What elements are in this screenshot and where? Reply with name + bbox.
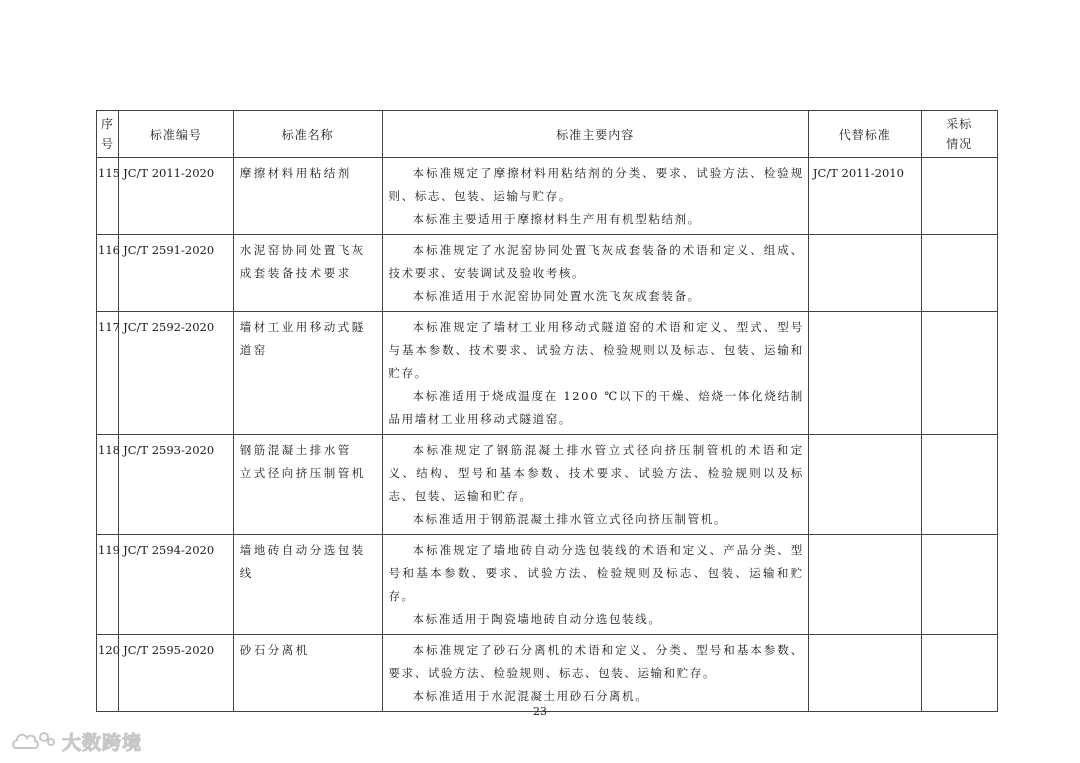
standard-code: JC/T 2591-2020	[123, 243, 215, 257]
adoption-status	[922, 635, 997, 642]
content-applicability-paragraph: 本标准适用于烧成温度在 1200 ℃以下的干燥、焙烧一体化烧结制品用墙材工业用移动式隧道窑。	[388, 389, 804, 426]
replaced-standard	[809, 435, 921, 442]
cell-replaces	[808, 235, 921, 312]
cell-content	[382, 235, 808, 312]
standard-code: JC/T 2011-2020	[123, 166, 215, 180]
content-applicability-paragraph: 本标准适用于水泥混凝土用砂石分离机。	[412, 689, 649, 703]
replaced-standard	[809, 535, 921, 542]
cell-replaces	[808, 158, 921, 235]
content-applicability-paragraph: 本标准适用于钢筋混凝土排水管立式径向挤压制管机。	[412, 512, 727, 526]
standard-name: 摩擦材料用粘结剂	[239, 166, 352, 180]
table-row	[97, 158, 998, 235]
content-scope-paragraph: 本标准规定了墙地砖自动分选包装线的术语和定义、产品分类、型号和基本参数、要求、试验方法、检验规则及标志、包装、运输和贮存。	[388, 543, 804, 603]
cell-adoption	[921, 535, 997, 635]
header-standard-name: 标准名称	[233, 111, 382, 158]
watermark	[10, 726, 142, 756]
cell-content	[382, 158, 808, 235]
adoption-status	[922, 312, 997, 319]
content-scope-paragraph: 本标准规定了水泥窑协同处置飞灰成套装备的术语和定义、组成、技术要求、安装调试及验收考核。	[388, 243, 804, 280]
table-row	[97, 635, 998, 712]
standard-code: JC/T 2592-2020	[123, 320, 215, 334]
serial-number: 117	[98, 320, 120, 334]
cell-replaces	[808, 535, 921, 635]
serial-number: 119	[98, 543, 120, 557]
content-scope-paragraph: 本标准规定了砂石分离机的术语和定义、分类、型号和基本参数、要求、试验方法、检验规则、标志、包装、运输和贮存。	[388, 643, 804, 680]
header-adoption-line1: 采标	[946, 117, 973, 131]
header-adoption	[921, 111, 997, 158]
content-applicability-paragraph: 本标准适用于水泥窑协同处置水洗飞灰成套装备。	[412, 289, 701, 303]
replaced-standard	[809, 312, 921, 319]
cell-adoption	[921, 635, 997, 712]
cell-content	[382, 535, 808, 635]
adoption-status	[922, 535, 997, 542]
content-scope-paragraph: 本标准规定了墙材工业用移动式隧道窑的术语和定义、型式、型号与基本参数、技术要求、试验方法、检验规则以及标志、包装、运输和贮存。	[388, 320, 804, 380]
cell-name	[233, 312, 382, 435]
table-row	[97, 535, 998, 635]
header-replaced-standard: 代替标准	[808, 111, 921, 158]
cell-code	[119, 158, 234, 235]
table-row	[97, 435, 998, 535]
cell-code	[119, 635, 234, 712]
cell-adoption	[921, 158, 997, 235]
watermark-text: 大数跨境	[62, 731, 143, 754]
page-number: 23	[533, 705, 547, 718]
cell-code	[119, 312, 234, 435]
cell-replaces	[808, 635, 921, 712]
header-standard-code: 标准编号	[119, 111, 234, 158]
standard-name: 墙地砖自动分选包装线	[239, 543, 366, 580]
cell-content	[382, 435, 808, 535]
cell-name	[233, 635, 382, 712]
adoption-status	[922, 235, 997, 242]
cell-content	[382, 312, 808, 435]
cell-adoption	[921, 235, 997, 312]
standard-code: JC/T 2594-2020	[123, 543, 215, 557]
serial-number: 118	[98, 443, 120, 457]
cell-code	[119, 535, 234, 635]
cell-serial	[97, 435, 119, 535]
standard-code: JC/T 2595-2020	[123, 643, 215, 657]
cell-replaces	[808, 435, 921, 535]
header-main-content: 标准主要内容	[382, 111, 808, 158]
serial-number: 120	[98, 643, 120, 657]
serial-number: 116	[98, 243, 120, 257]
standard-code: JC/T 2593-2020	[123, 443, 215, 457]
cell-adoption	[921, 435, 997, 535]
content-applicability-paragraph: 本标准主要适用于摩擦材料生产用有机型粘结剂。	[412, 212, 701, 226]
table-row	[97, 235, 998, 312]
standard-name: 墙材工业用移动式隧道窑	[239, 320, 366, 357]
cell-name	[233, 435, 382, 535]
cell-name	[233, 235, 382, 312]
cell-serial	[97, 635, 119, 712]
standard-name: 水泥窑协同处置飞灰成套装备技术要求	[239, 243, 366, 280]
content-applicability-paragraph: 本标准适用于陶瓷墙地砖自动分选包装线。	[412, 612, 662, 626]
replaced-standard	[809, 235, 921, 242]
cell-serial	[97, 535, 119, 635]
cell-serial	[97, 312, 119, 435]
cloud-logo-icon	[10, 728, 56, 754]
cell-name	[233, 158, 382, 235]
header-serial-line2: 号	[101, 137, 115, 151]
header-adoption-line2: 情况	[946, 137, 973, 151]
cell-code	[119, 235, 234, 312]
cell-code	[119, 435, 234, 535]
cell-serial	[97, 235, 119, 312]
cell-replaces	[808, 312, 921, 435]
content-scope-paragraph: 本标准规定了钢筋混凝土排水管立式径向挤压制管机的术语和定义、结构、型号和基本参数、技术要求、试验方法、检验规则以及标志、包装、运输和贮存。	[388, 443, 804, 503]
cell-content	[382, 635, 808, 712]
cell-adoption	[921, 312, 997, 435]
serial-number: 115	[98, 166, 120, 180]
content-scope-paragraph: 本标准规定了摩擦材料用粘结剂的分类、要求、试验方法、检验规则、标志、包装、运输与贮存。	[388, 166, 804, 203]
cell-name	[233, 535, 382, 635]
table-header-row	[97, 111, 998, 158]
replaced-standard: JC/T 2011-2010	[812, 166, 904, 180]
adoption-status	[922, 435, 997, 442]
adoption-status	[922, 158, 997, 165]
cell-serial	[97, 158, 119, 235]
header-serial-number	[97, 111, 119, 158]
replaced-standard	[809, 635, 921, 642]
standard-name: 钢筋混凝土排水管 立式径向挤压制管机	[239, 443, 366, 480]
header-serial-line1: 序	[101, 117, 115, 131]
table-row	[97, 312, 998, 435]
standard-name: 砂石分离机	[239, 643, 310, 657]
standards-table	[96, 110, 998, 712]
